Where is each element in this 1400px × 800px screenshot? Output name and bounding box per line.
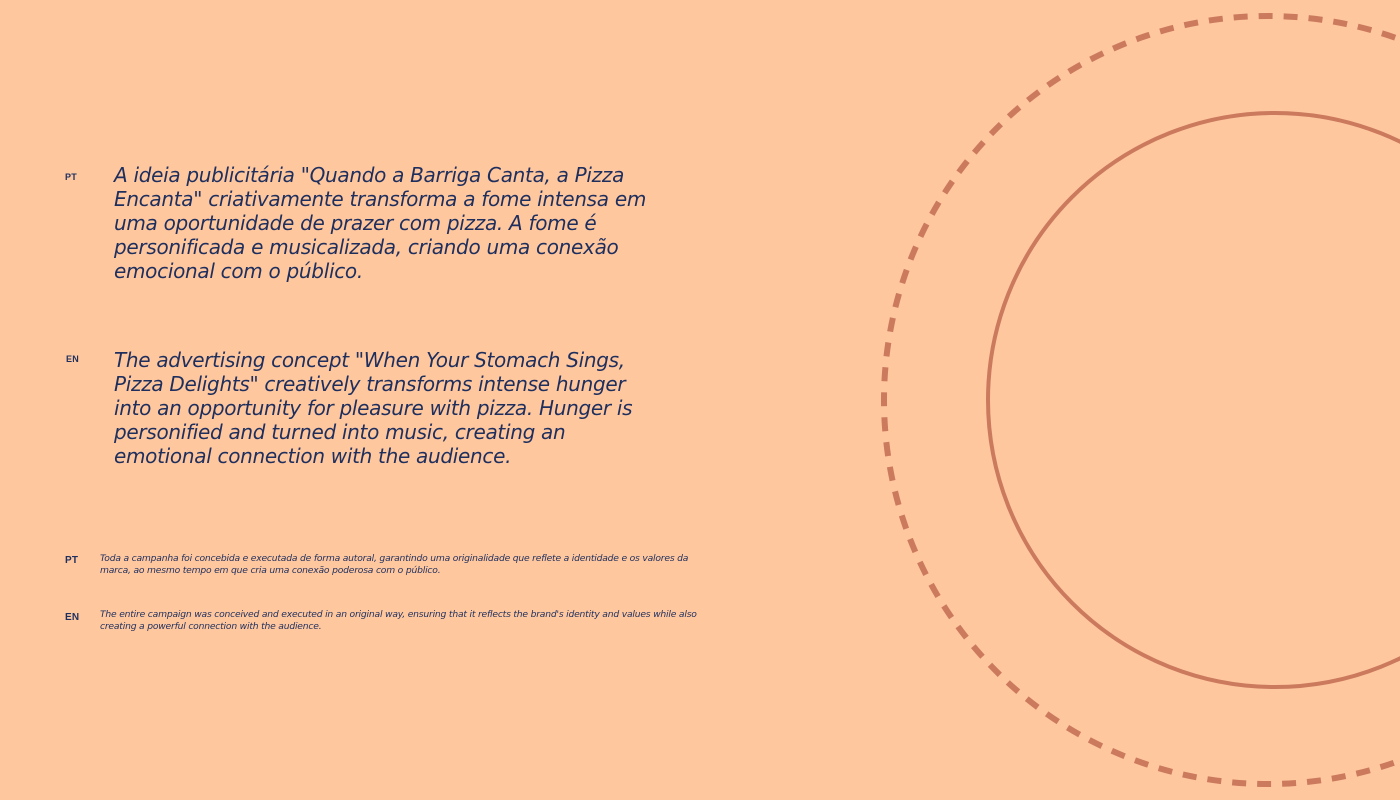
note-language-tag-pt: PT [65,555,79,566]
solid-inner-circle [988,113,1400,687]
note-language-tag-en: EN [65,612,80,623]
concept-description-pt: A ideia publicitária "Quando a Barriga Canta, a Pizza Encanta" criativamente transforma a fome intensa em uma oportunidade de prazer com pizza. A fome é personificada e musicalizada, criando uma conexão emocional com o público. [114,163,647,283]
language-tag-en: EN [66,354,79,364]
campaign-note-pt: Toda a campanha foi concebida e executada de forma autoral, garantindo uma originalidade que reflete a identidade e os valores da marca, ao mesmo tempo em que cria uma conexão poderosa com o público. [100,553,689,576]
campaign-note-en: The entire campaign was conceived and executed in an original way, ensuring that it reflects the brand's identity and values while also creating a powerful connection with the audience. [100,609,697,632]
concept-description-en: The advertising concept "When Your Stomach Sings, Pizza Delights" creatively transforms intense hunger into an opportunity for pleasure with pizza. Hunger is personified and turned into music, creating an emotional connection with the audience. [114,348,633,468]
language-tag-pt: PT [65,172,77,182]
dashed-outer-circle [884,16,1400,784]
